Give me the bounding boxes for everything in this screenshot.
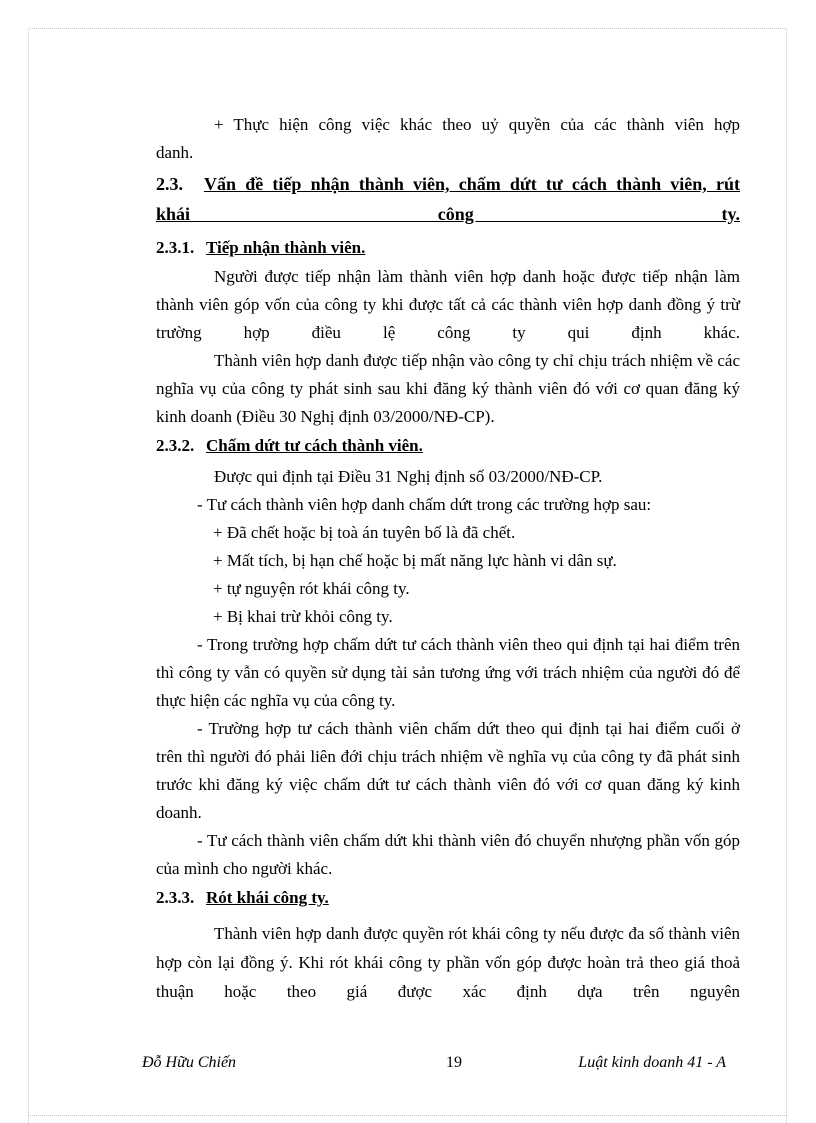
section-title: Chấm dứt tư cách thành viên. <box>206 436 423 455</box>
list-item: + Bị khai trừ khỏi công ty. <box>213 607 393 626</box>
document-body <box>156 111 740 1006</box>
page-number: 19 <box>446 1054 462 1071</box>
list-item: + Mất tích, bị hạn chế hoặc bị mất năng lực hành vi dân sự. <box>213 551 617 570</box>
section-title: Vấn đề tiếp nhận thành viên, chấm dứt tư cách thành viên, rút <box>204 174 740 194</box>
paragraph: Thành viên hợp danh được tiếp nhận vào công ty chỉ chịu trách nhiệm về các nghĩa vụ của công ty phát sinh sau khi đăng ký thành viên đó với cơ quan đăng ký kinh doanh (Điều 30 Nghị định 03/2000/NĐ-CP). <box>156 351 740 426</box>
section-title-continued: khái công ty. <box>156 204 740 224</box>
paragraph-continuation-end: danh. <box>156 143 194 162</box>
page-footer <box>142 1054 726 1078</box>
paragraph: - Trường hợp tư cách thành viên chấm dứt theo qui định tại hai điểm cuối ở trên thì người đó phải liên đới chịu trách nhiệm về nghĩa vụ của công ty đã phát sinh trước khi đăng ký việc chấm dứt tư cách thành viên đó với cơ quan đăng ký kinh doanh. <box>156 719 740 822</box>
paragraph: Người được tiếp nhận làm thành viên hợp danh hoặc được tiếp nhận làm thành viên góp vốn của công ty khi được tất cả các thành viên hợp danh đồng ý trừ trường hợp điều lệ công ty qui định khác. <box>156 267 740 342</box>
section-title: Rót khái công ty. <box>206 888 329 907</box>
section-number: 2.3.2. <box>156 436 195 455</box>
paragraph: - Trong trường hợp chấm dứt tư cách thành viên theo qui định tại hai điểm trên thì công ty vẫn có quyền sử dụng tài sản tương ứng với trách nhiệm của người đó để thực hiện các nghĩa vụ của công ty. <box>156 635 740 710</box>
section-heading-2-3-2 <box>156 431 740 461</box>
paragraph: Được qui định tại Điều 31 Nghị định số 03/2000/NĐ-CP. <box>214 467 603 486</box>
list-intro: - Tư cách thành viên hợp danh chấm dứt trong các trường hợp sau: <box>197 495 652 514</box>
section-number: 2.3.3. <box>156 888 195 907</box>
section-title: Tiếp nhận thành viên. <box>206 238 366 257</box>
paragraph: - Tư cách thành viên chấm dứt khi thành viên đó chuyển nhượng phần vốn góp của mình cho người khác. <box>156 831 740 878</box>
footer-course: Luật kinh doanh 41 - A <box>578 1054 726 1071</box>
section-heading-2-3-1 <box>156 233 740 263</box>
paragraph-continuation: + Thực hiện công việc khác theo uỷ quyền của các thành viên hợp <box>214 115 740 134</box>
page-bottom-rule <box>28 1115 787 1116</box>
footer-author: Đỗ Hữu Chiến <box>142 1054 237 1071</box>
list-item: + Đã chết hoặc bị toà án tuyên bố là đã chết. <box>213 523 516 542</box>
section-number: 2.3.1. <box>156 238 195 257</box>
section-heading-2-3 <box>156 169 740 199</box>
section-heading-2-3-3 <box>156 883 740 913</box>
list-item: + tự nguyện rót khái công ty. <box>213 579 410 598</box>
paragraph: Thành viên hợp danh được quyền rót khái công ty nếu được đa số thành viên hợp còn lại đồng ý. Khi rót khái công ty phần vốn góp được hoàn trả theo giá thoả thuận hoặc theo giá được xác định dựa trên nguyên <box>156 924 740 1001</box>
section-number: 2.3. <box>156 174 183 194</box>
